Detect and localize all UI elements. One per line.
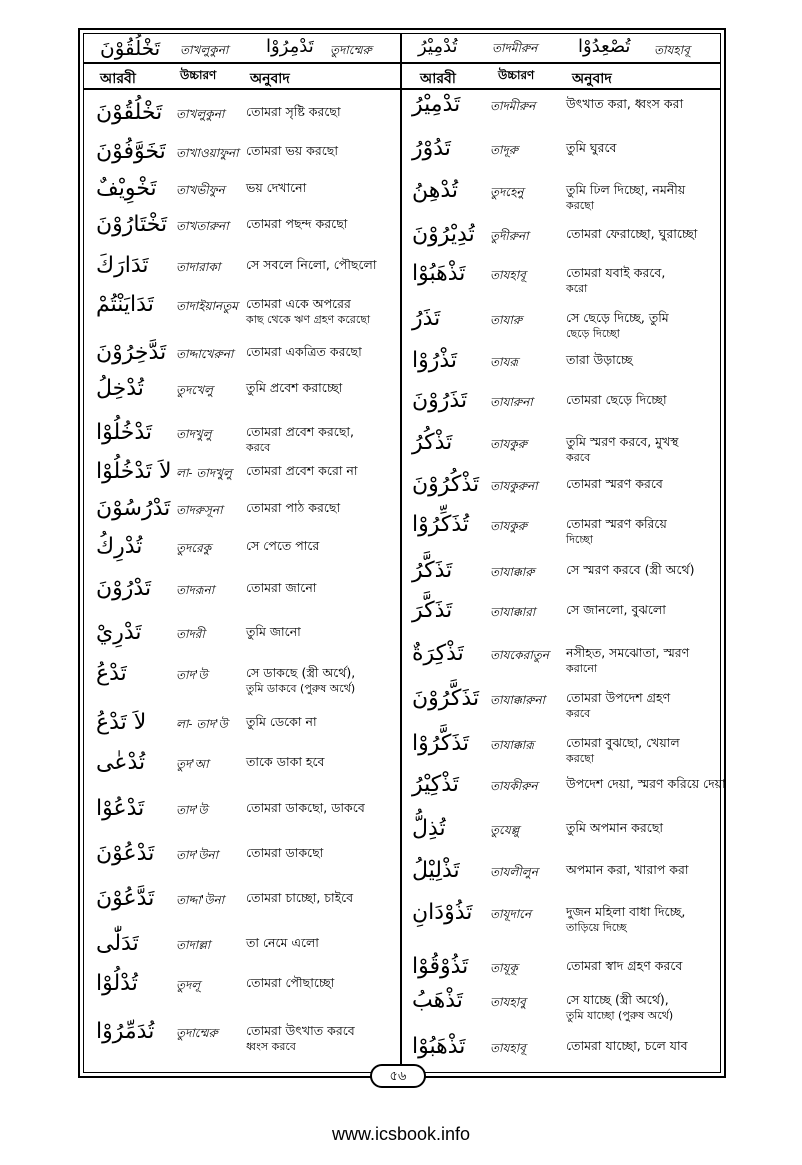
top-strip-left-translit-1: তাখলুকুনা <box>180 43 229 57</box>
left-row-arabic: تَدْعُوْا <box>96 796 145 821</box>
left-row-arabic: تَخْتَارُوْنَ <box>96 212 168 237</box>
right-row-pronunciation: তাযকুরু <box>490 519 527 533</box>
right-row-pronunciation: তাযহাবূ <box>490 1041 526 1055</box>
right-row-translation: উপদেশ দেয়া, স্মরণ করিয়ে দেয়া <box>566 776 726 791</box>
right-row-translation: তুমি ঢিল দিচ্ছো, নমনীয় <box>566 182 686 197</box>
left-row-pronunciation: তাদাল্লা <box>176 938 211 952</box>
right-row-translation: তোমরা স্বাদ গ্রহণ করবে <box>566 958 683 973</box>
header-arabic-left: আরবী <box>100 71 136 87</box>
left-row-translation: তুমি ডেকো না <box>246 714 317 729</box>
right-row-translation-cont: করবে <box>566 451 591 464</box>
right-row-translation: তোমরা ছেড়ে দিচ্ছো <box>566 392 667 407</box>
left-row-pronunciation: তাখাওয়াফুনা <box>176 146 239 160</box>
left-row-translation-cont: ধ্বংস করবে <box>246 1040 296 1053</box>
left-row-translation: সে পেতে পারে <box>246 538 320 553</box>
right-row-arabic: تَذْكِرَةٌ <box>412 641 464 666</box>
right-row-translation: তোমরা বুঝছো, খেয়াল <box>566 735 680 750</box>
right-row-translation: অপমান করা, খারাপ করা <box>566 862 689 877</box>
left-row-translation-cont: কাছ থেকে ঋণ গ্রহণ করেছো <box>246 313 371 326</box>
header-pronunciation-right: উচ্চারণ <box>498 68 535 82</box>
left-row-pronunciation: তাখভীফুন <box>176 183 225 197</box>
right-row-pronunciation: তাযাক্কারূ <box>490 738 534 752</box>
left-row-pronunciation: তুদলূ <box>176 978 201 992</box>
top-strip-right-arabic-2: تُصْعِدُوْا <box>578 36 631 57</box>
right-row-arabic: تَذَكَّرُوْا <box>412 731 470 756</box>
left-row-pronunciation: তাদ্দা'উনা <box>176 893 225 907</box>
header-arabic-right: আরবী <box>420 71 456 87</box>
right-row-translation-cont: করছো <box>566 199 595 212</box>
left-row-pronunciation: তাখতারুনা <box>176 219 229 233</box>
left-row-pronunciation: তাদরুসূনা <box>176 503 223 517</box>
right-row-pronunciation: তাদূরু <box>490 143 518 157</box>
right-row-translation: তোমরা যাচ্ছো, চলে যাব <box>566 1038 688 1053</box>
left-row-translation: তুমি জানো <box>246 624 301 639</box>
right-row-pronunciation: তাযলীলুন <box>490 865 538 879</box>
left-row-arabic: لاَ تَدْعُ <box>96 710 147 735</box>
right-row-translation: তুমি অপমান করছো <box>566 820 664 835</box>
left-row-arabic: تَخَوَّفُوْنَ <box>96 139 166 164</box>
right-row-pronunciation: তুযেল্লু <box>490 823 520 837</box>
header-pronunciation-left: উচ্চারণ <box>180 68 217 82</box>
left-row-translation: তা নেমে এলো <box>246 935 319 950</box>
right-row-translation: দুজন মহিলা বাধা দিচ্ছে, <box>566 904 686 919</box>
right-row-translation: তুমি ঘুরবে <box>566 140 617 155</box>
right-row-pronunciation: তাযহাবু <box>490 995 526 1009</box>
right-row-arabic: تَذْلِيْلُ <box>412 858 460 883</box>
right-row-arabic: تَذْكِيْرُ <box>412 772 459 797</box>
right-row-translation-cont: দিচ্ছো <box>566 533 593 546</box>
left-row-translation: ভয় দেখানো <box>246 180 307 195</box>
left-row-translation: তোমরা উৎখাত করবে <box>246 1023 355 1038</box>
left-row-pronunciation: তাদখুলু <box>176 427 212 441</box>
right-row-arabic: تَدُوْرُ <box>412 136 451 161</box>
right-row-pronunciation: তাদমীরুন <box>490 99 536 113</box>
page-number: ৫৬ <box>370 1064 426 1088</box>
left-row-pronunciation: তাদরূনা <box>176 583 215 597</box>
left-row-translation: তোমরা পাঠ করছো <box>246 500 341 515</box>
right-row-pronunciation: তাযূকূ <box>490 961 518 975</box>
left-row-translation: তাকে ডাকা হবে <box>246 754 325 769</box>
right-row-arabic: تَذُوْدَانِ <box>412 900 473 925</box>
left-row-arabic: تَدْرِيْ <box>96 620 142 645</box>
right-row-arabic: تَذْهَبُوْا <box>412 261 466 286</box>
left-row-translation: তোমরা প্রবেশ করছো, <box>246 424 354 439</box>
right-row-arabic: تُذِلُّ <box>412 816 446 841</box>
right-row-translation: তোমরা স্মরণ করিয়ে <box>566 516 667 531</box>
left-row-translation: সে সবলে নিলো, পৌছলো <box>246 257 377 272</box>
left-row-translation: তোমরা ডাকছো <box>246 845 324 860</box>
left-row-pronunciation: তাদ্দাখেরুনা <box>176 347 234 361</box>
right-row-pronunciation: তাযকেরাতুন <box>490 648 549 662</box>
left-row-pronunciation: তাদাইয়ানতুম <box>176 299 238 313</box>
left-row-pronunciation: লা- তাদ'উ <box>176 717 228 731</box>
left-row-arabic: تَدْعُ <box>96 661 127 686</box>
right-row-translation-cont: করানো <box>566 662 598 675</box>
left-row-pronunciation: তুদাম্মেরু <box>176 1026 218 1040</box>
right-row-arabic: تَذُوْقُوْا <box>412 954 469 979</box>
right-row-arabic: تَذَرُوْنَ <box>412 388 468 413</box>
top-strip-left-arabic-2: تَدْمِرُوْا <box>266 36 314 57</box>
right-row-pronunciation: তাযাক্কারুনা <box>490 693 546 707</box>
left-row-arabic: تَدْعُوْنَ <box>96 841 155 866</box>
left-row-translation: তোমরা পৌছাচ্ছো <box>246 975 335 990</box>
left-row-translation: তোমরা একত্রিত করছো <box>246 344 362 359</box>
right-row-translation-cont: করো <box>566 282 588 295</box>
right-row-translation: সে স্মরণ করবে (স্ত্রী অর্থে) <box>566 562 695 577</box>
left-row-translation-cont: তুমি ডাকবে (পুরুষ অর্থে) <box>246 682 356 695</box>
right-row-arabic: تَذْكُرُ <box>412 430 453 455</box>
right-row-translation: তোমরা ফেরাচ্ছো, ঘুরাচ্ছো <box>566 226 698 241</box>
left-row-arabic: لاَ تَدْخُلُوْا <box>96 459 172 484</box>
left-row-arabic: تُدْخِلُ <box>96 376 144 401</box>
right-row-translation: সে ছেড়ে দিচ্ছে, তুমি <box>566 310 669 325</box>
right-row-arabic: تَذَكَّرُوْنَ <box>412 686 480 711</box>
left-row-pronunciation: তুদরেকু <box>176 541 212 555</box>
right-row-pronunciation: তুদীরুনা <box>490 229 529 243</box>
right-row-arabic: تُذَكِّرُوْا <box>412 512 470 537</box>
right-row-pronunciation: তাযাক্কারু <box>490 565 535 579</box>
left-row-translation: তোমরা ডাকছো, ডাকবে <box>246 800 365 815</box>
right-row-arabic: تُدْهِنُ <box>412 178 459 203</box>
right-row-translation: নসীহত, সমঝোতা, স্মরণ <box>566 645 690 660</box>
left-row-translation: তোমরা চাচ্ছো, চাইবে <box>246 890 354 905</box>
left-row-arabic: تَخْلُقُوْنَ <box>96 100 163 125</box>
right-row-translation: তুমি স্মরণ করবে, মুখস্থ <box>566 434 679 449</box>
right-row-arabic: تَدْمِيْرُ <box>412 92 461 117</box>
left-row-translation: সে ডাকছে (স্ত্রী অর্থে), <box>246 665 356 680</box>
left-row-pronunciation: তাদ'উনা <box>176 848 219 862</box>
left-row-pronunciation: তুদখেলু <box>176 383 213 397</box>
top-strip-left-translit-2: তুদাম্মেরু <box>330 43 372 57</box>
right-row-arabic: تَذَكَّرَ <box>412 598 453 623</box>
right-row-arabic: تَذْرُوْا <box>412 348 458 373</box>
left-row-translation: তোমরা পছন্দ করছো <box>246 216 348 231</box>
right-row-pronunciation: তাযারু <box>490 313 523 327</box>
right-row-arabic: تَذَرُ <box>412 306 441 331</box>
left-row-translation: তোমরা সৃষ্টি করছো <box>246 104 341 119</box>
left-row-arabic: تُدْعٰى <box>96 750 146 775</box>
left-row-arabic: تَدَايَنْتُمْ <box>96 292 154 317</box>
top-strip-right-arabic-1: تُدْمِيْرُ <box>418 36 458 57</box>
header-translation-right: অনুবাদ <box>572 71 612 87</box>
left-row-translation-cont: করবে <box>246 441 271 454</box>
left-row-arabic: تَدْخُلُوْا <box>96 420 153 445</box>
left-row-arabic: تَدْرُوْنَ <box>96 576 152 601</box>
right-row-translation: তারা উড়াচ্ছে <box>566 352 633 367</box>
left-row-translation: তোমরা ভয় করছো <box>246 143 338 158</box>
right-row-translation: সে জানলো, বুঝলো <box>566 602 666 617</box>
right-row-translation: উৎখাত করা, ধ্বংস করা <box>566 96 684 111</box>
right-row-translation: তোমরা উপদেশ গ্রহণ <box>566 690 671 705</box>
footer-url[interactable]: www.icsbook.info <box>331 1124 471 1144</box>
column-divider <box>400 33 402 1073</box>
right-row-translation-cont: তাড়িয়ে দিচ্ছে <box>566 921 627 934</box>
left-row-arabic: تَدَّخِرُوْنَ <box>96 340 167 365</box>
left-row-arabic: تُدْلُوْا <box>96 971 138 996</box>
left-row-pronunciation: তাদরী <box>176 627 205 641</box>
left-row-pronunciation: তাদ'উ <box>176 803 208 817</box>
right-row-translation: তোমরা যবাই করবে, <box>566 265 666 280</box>
top-strip-divider <box>83 62 721 64</box>
right-row-translation-cont: তুমি যাচ্ছো (পুরুষ অর্থে) <box>566 1009 674 1022</box>
right-row-arabic: تَذْهَبُ <box>412 988 463 1013</box>
right-row-translation-cont: করবে <box>566 707 591 720</box>
right-row-pronunciation: তুদহেনু <box>490 185 524 199</box>
left-row-arabic: تُدَمِّرُوْا <box>96 1019 155 1044</box>
top-strip-right-translit-2: তাযহাবূ <box>654 43 690 57</box>
left-row-pronunciation: লা- তাদখুলু <box>176 466 232 480</box>
right-row-pronunciation: তাযকুরু <box>490 437 527 451</box>
right-row-arabic: تَذْهَبُوْا <box>412 1034 466 1059</box>
left-row-pronunciation: তুদ'আ <box>176 757 209 771</box>
right-row-arabic: تُدِيْرُوْنَ <box>412 222 475 247</box>
right-row-translation-cont: করছো <box>566 752 595 765</box>
left-row-translation: তুমি প্রবেশ করাচ্ছো <box>246 380 343 395</box>
right-row-pronunciation: তাযরূ <box>490 355 519 369</box>
left-row-arabic: تُدْرِكُ <box>96 534 143 559</box>
left-row-arabic: تَدَارَكَ <box>96 253 149 278</box>
left-row-translation: তোমরা প্রবেশ করো না <box>246 463 358 478</box>
left-row-pronunciation: তাখলুকুনা <box>176 107 225 121</box>
left-row-translation: তোমরা জানো <box>246 580 317 595</box>
left-row-pronunciation: তাদ'উ <box>176 668 208 682</box>
left-row-pronunciation: তাদারাকা <box>176 260 221 274</box>
right-row-pronunciation: তাযকীরুন <box>490 779 538 793</box>
left-row-arabic: تَخْوِيْفٌ <box>96 176 157 201</box>
right-row-pronunciation: তাযূদানে <box>490 907 532 921</box>
top-strip-right-translit-1: তাদমীরুন <box>492 41 538 55</box>
header-divider <box>83 88 721 90</box>
left-row-translation: তোমরা একে অপরের <box>246 296 351 311</box>
right-row-arabic: تَذَكَّرُ <box>412 558 453 583</box>
left-row-arabic: تَدَلّٰى <box>96 931 139 956</box>
right-row-pronunciation: তাযাক্কারা <box>490 605 536 619</box>
right-row-pronunciation: তাযকুরুনা <box>490 479 538 493</box>
right-row-translation-cont: ছেড়ে দিচ্ছো <box>566 327 620 340</box>
right-row-pronunciation: তাযারুনা <box>490 395 533 409</box>
left-row-arabic: تَدَّعُوْنَ <box>96 886 155 911</box>
right-row-translation: তোমরা স্মরণ করবে <box>566 476 663 491</box>
header-translation-left: অনুবাদ <box>250 71 290 87</box>
right-row-pronunciation: তাযহাবূ <box>490 268 526 282</box>
right-row-arabic: تَذْكُرُوْنَ <box>412 472 480 497</box>
right-row-translation: সে যাচ্ছে (স্ত্রী অর্থে), <box>566 992 669 1007</box>
top-strip-left-arabic-1: تَخْلُقُوْنَ <box>100 36 161 60</box>
left-row-arabic: تَدْرُسُوْنَ <box>96 496 171 521</box>
